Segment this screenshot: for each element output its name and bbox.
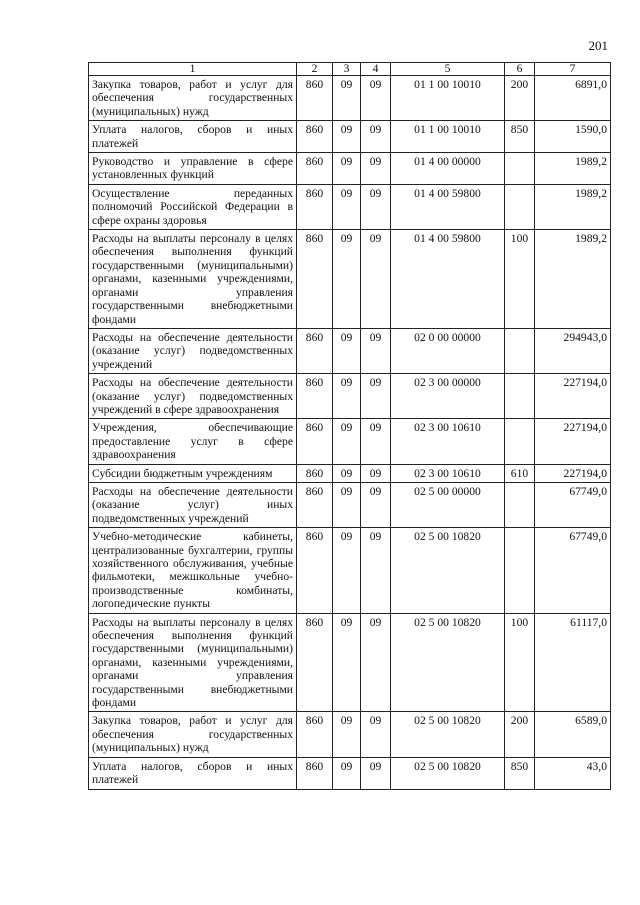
row-c2-cell: 860 bbox=[297, 153, 333, 185]
row-sum-cell: 1590,0 bbox=[535, 121, 611, 153]
row-vr-cell bbox=[505, 419, 535, 464]
row-c2-cell: 860 bbox=[297, 613, 333, 712]
col-header: 7 bbox=[535, 63, 611, 76]
row-c2-cell: 860 bbox=[297, 419, 333, 464]
row-vr-cell: 100 bbox=[505, 613, 535, 712]
row-code-cell: 01 1 00 10010 bbox=[391, 121, 505, 153]
table-row bbox=[89, 121, 611, 153]
row-c3-cell: 09 bbox=[333, 613, 361, 712]
table-row bbox=[89, 757, 611, 789]
table-row bbox=[89, 419, 611, 464]
row-c4-cell: 09 bbox=[361, 528, 391, 613]
row-vr-cell bbox=[505, 328, 535, 373]
row-c2-cell: 860 bbox=[297, 757, 333, 789]
row-c3-cell: 09 bbox=[333, 76, 361, 121]
row-c4-cell: 09 bbox=[361, 613, 391, 712]
col-header: 4 bbox=[361, 63, 391, 76]
row-name-cell: Осуществление переданных полномочий Российской Федерации в сфере охраны здоровья bbox=[89, 184, 297, 229]
row-c4-cell: 09 bbox=[361, 712, 391, 757]
row-c3-cell: 09 bbox=[333, 528, 361, 613]
row-sum-cell: 227194,0 bbox=[535, 419, 611, 464]
row-name-cell: Расходы на обеспечение деятельности (оказание услуг) подведомственных учреждений в сфере здравоохранения bbox=[89, 374, 297, 419]
row-sum-cell: 1989,2 bbox=[535, 230, 611, 329]
row-c4-cell: 09 bbox=[361, 419, 391, 464]
row-vr-cell bbox=[505, 374, 535, 419]
col-header: 6 bbox=[505, 63, 535, 76]
page-number: 201 bbox=[588, 38, 608, 53]
row-c4-cell: 09 bbox=[361, 76, 391, 121]
row-name-cell: Руководство и управление в сфере установленных функций bbox=[89, 153, 297, 185]
row-c2-cell: 860 bbox=[297, 184, 333, 229]
row-vr-cell bbox=[505, 528, 535, 613]
row-sum-cell: 6891,0 bbox=[535, 76, 611, 121]
row-vr-cell: 100 bbox=[505, 230, 535, 329]
table-row bbox=[89, 76, 611, 121]
row-vr-cell: 610 bbox=[505, 464, 535, 482]
row-code-cell: 02 3 00 00000 bbox=[391, 374, 505, 419]
row-vr-cell: 200 bbox=[505, 712, 535, 757]
row-sum-cell: 294943,0 bbox=[535, 328, 611, 373]
row-name-cell: Закупка товаров, работ и услуг для обеспечения государственных (муниципальных) нужд bbox=[89, 712, 297, 757]
row-code-cell: 02 5 00 10820 bbox=[391, 712, 505, 757]
row-code-cell: 02 0 00 00000 bbox=[391, 328, 505, 373]
row-c3-cell: 09 bbox=[333, 184, 361, 229]
row-c4-cell: 09 bbox=[361, 757, 391, 789]
row-sum-cell: 1989,2 bbox=[535, 184, 611, 229]
row-sum-cell: 227194,0 bbox=[535, 464, 611, 482]
row-code-cell: 02 5 00 10820 bbox=[391, 528, 505, 613]
row-name-cell: Учреждения, обеспечивающие предоставление услуг в сфере здравоохранения bbox=[89, 419, 297, 464]
table-row bbox=[89, 374, 611, 419]
row-vr-cell: 850 bbox=[505, 121, 535, 153]
table-row bbox=[89, 464, 611, 482]
row-c3-cell: 09 bbox=[333, 464, 361, 482]
budget-table bbox=[88, 62, 611, 790]
row-code-cell: 02 5 00 10820 bbox=[391, 757, 505, 789]
row-c2-cell: 860 bbox=[297, 712, 333, 757]
row-name-cell: Субсидии бюджетным учреждениям bbox=[89, 464, 297, 482]
row-c2-cell: 860 bbox=[297, 121, 333, 153]
col-header: 3 bbox=[333, 63, 361, 76]
row-c2-cell: 860 bbox=[297, 374, 333, 419]
row-c3-cell: 09 bbox=[333, 757, 361, 789]
row-c3-cell: 09 bbox=[333, 230, 361, 329]
row-code-cell: 01 4 00 59800 bbox=[391, 230, 505, 329]
row-c4-cell: 09 bbox=[361, 153, 391, 185]
row-c4-cell: 09 bbox=[361, 464, 391, 482]
row-c2-cell: 860 bbox=[297, 464, 333, 482]
row-sum-cell: 67749,0 bbox=[535, 528, 611, 613]
row-c3-cell: 09 bbox=[333, 419, 361, 464]
row-c3-cell: 09 bbox=[333, 153, 361, 185]
row-c2-cell: 860 bbox=[297, 528, 333, 613]
row-code-cell: 02 5 00 10820 bbox=[391, 613, 505, 712]
row-name-cell: Уплата налогов, сборов и иных платежей bbox=[89, 121, 297, 153]
row-c3-cell: 09 bbox=[333, 712, 361, 757]
header-row bbox=[89, 63, 611, 76]
row-c2-cell: 860 bbox=[297, 230, 333, 329]
row-c2-cell: 860 bbox=[297, 482, 333, 527]
col-header: 5 bbox=[391, 63, 505, 76]
row-name-cell: Расходы на выплаты персоналу в целях обеспечения выполнения функций государственными (муниципальными) органами, казенными учреждениями, органами управления государственными внебюджетными фондами bbox=[89, 613, 297, 712]
row-c4-cell: 09 bbox=[361, 230, 391, 329]
row-c4-cell: 09 bbox=[361, 374, 391, 419]
table-row bbox=[89, 482, 611, 527]
row-c4-cell: 09 bbox=[361, 482, 391, 527]
row-c2-cell: 860 bbox=[297, 76, 333, 121]
row-code-cell: 01 4 00 59800 bbox=[391, 184, 505, 229]
row-sum-cell: 61117,0 bbox=[535, 613, 611, 712]
row-c4-cell: 09 bbox=[361, 184, 391, 229]
row-name-cell: Расходы на обеспечение деятельности (оказание услуг) подведомственных учреждений bbox=[89, 328, 297, 373]
row-name-cell: Расходы на обеспечение деятельности (оказание услуг) иных подведомственных учреждений bbox=[89, 482, 297, 527]
row-vr-cell: 200 bbox=[505, 76, 535, 121]
row-vr-cell bbox=[505, 153, 535, 185]
row-sum-cell: 227194,0 bbox=[535, 374, 611, 419]
row-vr-cell bbox=[505, 184, 535, 229]
row-c3-cell: 09 bbox=[333, 482, 361, 527]
row-name-cell: Расходы на выплаты персоналу в целях обеспечения выполнения функций государственными (муниципальными) органами, казенными учреждениями, органами управления государственными внебюджетными фондами bbox=[89, 230, 297, 329]
table-row bbox=[89, 528, 611, 613]
col-header: 2 bbox=[297, 63, 333, 76]
table-row bbox=[89, 613, 611, 712]
row-sum-cell: 1989,2 bbox=[535, 153, 611, 185]
row-sum-cell: 6589,0 bbox=[535, 712, 611, 757]
row-c3-cell: 09 bbox=[333, 121, 361, 153]
row-name-cell: Закупка товаров, работ и услуг для обеспечения государственных (муниципальных) нужд bbox=[89, 76, 297, 121]
row-vr-cell bbox=[505, 482, 535, 527]
row-code-cell: 02 5 00 00000 bbox=[391, 482, 505, 527]
row-sum-cell: 67749,0 bbox=[535, 482, 611, 527]
row-name-cell: Учебно-методические кабинеты, централизованные бухгалтерии, группы хозяйственного обслуживания, учебные фильмотеки, межшкольные учебно-производственные комбинаты, логопедические пункты bbox=[89, 528, 297, 613]
row-c4-cell: 09 bbox=[361, 121, 391, 153]
row-code-cell: 01 4 00 00000 bbox=[391, 153, 505, 185]
row-c3-cell: 09 bbox=[333, 328, 361, 373]
table-row bbox=[89, 712, 611, 757]
row-vr-cell: 850 bbox=[505, 757, 535, 789]
table-row bbox=[89, 153, 611, 185]
table-row bbox=[89, 328, 611, 373]
row-c2-cell: 860 bbox=[297, 328, 333, 373]
col-header: 1 bbox=[89, 63, 297, 76]
row-c3-cell: 09 bbox=[333, 374, 361, 419]
row-sum-cell: 43,0 bbox=[535, 757, 611, 789]
row-code-cell: 02 3 00 10610 bbox=[391, 464, 505, 482]
row-name-cell: Уплата налогов, сборов и иных платежей bbox=[89, 757, 297, 789]
row-code-cell: 02 3 00 10610 bbox=[391, 419, 505, 464]
row-c4-cell: 09 bbox=[361, 328, 391, 373]
row-code-cell: 01 1 00 10010 bbox=[391, 76, 505, 121]
table-row bbox=[89, 184, 611, 229]
table-row bbox=[89, 230, 611, 329]
